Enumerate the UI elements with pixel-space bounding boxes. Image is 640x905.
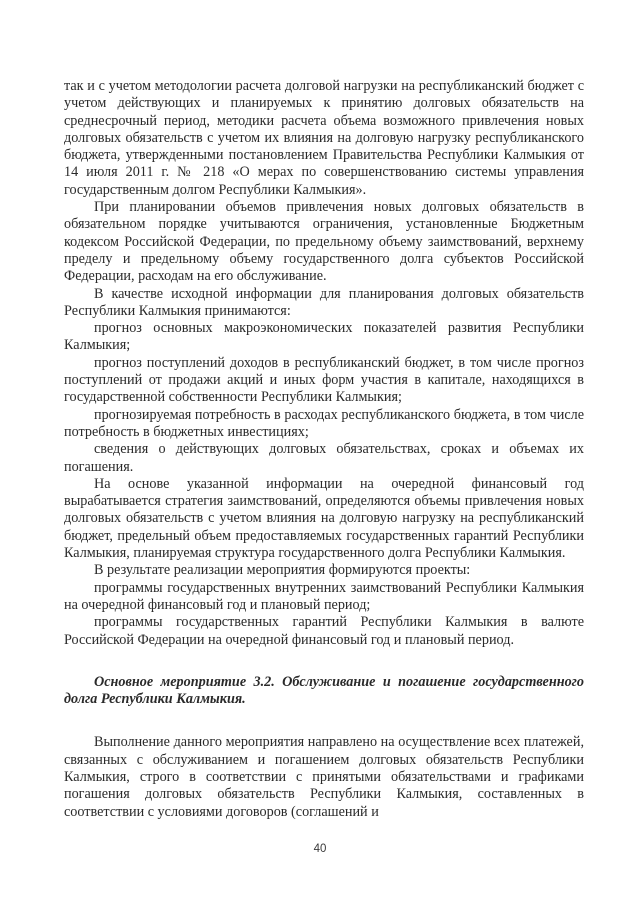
list-item-forecast-macro: прогноз основных макроэкономических показателей развития Республики Калмыкия; (64, 320, 584, 354)
list-item-forecast-revenue: прогноз поступлений доходов в республиканский бюджет, в том числе прогноз поступлений от продажи акций и иных форм участия в капитале, находящихся в государственной собственности Республики Калмыкия; (64, 354, 584, 406)
list-item-debt-info: сведения о действующих долговых обязательствах, сроках и объемах их погашения. (64, 441, 584, 475)
document-body (64, 78, 584, 821)
list-item-borrowing-program: программы государственных внутренних заимствований Республики Калмыкия на очередной финансовый год и плановый период; (64, 579, 584, 613)
closing-paragraph: Выполнение данного мероприятия направлено на осуществление всех платежей, связанных с обслуживанием и погашением долговых обязательств Республики Калмыкия, строго в соответствии с принятыми обязательствами и графиками погашения долговых обязательств Республики Калмыкия, составленных в соответствии с условиями договоров (соглашений и (64, 734, 584, 820)
paragraph-2: При планировании объемов привлечения новых долговых обязательств в обязательном порядке учитываются ограничения, установленные Бюджетным кодексом Российской Федерации, по предельному объему заимствований, верхнему пределу и предельному объему государственного долга субъектов Российской Федерации, расходам на его обслуживание. (64, 199, 584, 285)
list-item-guarantee-program: программы государственных гарантий Республики Калмыкия в валюте Российской Федерации на очередной финансовый год и плановый период. (64, 614, 584, 648)
section-heading: Основное мероприятие 3.2. Обслуживание и погашение государственного долга Республики Калмыкия. (64, 673, 584, 708)
paragraph-projects: В результате реализации мероприятия формируются проекты: (94, 562, 471, 579)
page-number: 40 (313, 843, 327, 855)
paragraph-1: так и с учетом методологии расчета долговой нагрузки на республиканский бюджет с учетом действующих и планируемых к принятию долговых обязательств на среднесрочный период, методики расчета объема возможного привлечения новых долговых обязательств с учетом их влияния на долговую нагрузку республиканского бюджета, утвержденными постановлением Правительства Республики Калмыкия от 14 июля 2011 г. № 218 «О мерах по совершенствованию системы управления государственным долгом Республики Калмыкия». (64, 78, 584, 198)
list-item-forecast-expenses: прогнозируемая потребность в расходах республиканского бюджета, в том числе потребность в бюджетных инвестициях; (64, 406, 584, 440)
paragraph-strategy: На основе указанной информации на очередной финансовый год вырабатывается стратегия заимствований, определяются объемы привлечения новых долговых обязательств с учетом влияния на долговую нагрузку на республиканский бюджет, предельный объем предоставляемых государственных гарантий Республики Калмыкия, планируемая структура государственного долга Республики Калмыкия. (64, 475, 584, 562)
paragraph-3: В качестве исходной информации для планирования долговых обязательств Республики Калмыкия принимаются: (64, 285, 584, 319)
